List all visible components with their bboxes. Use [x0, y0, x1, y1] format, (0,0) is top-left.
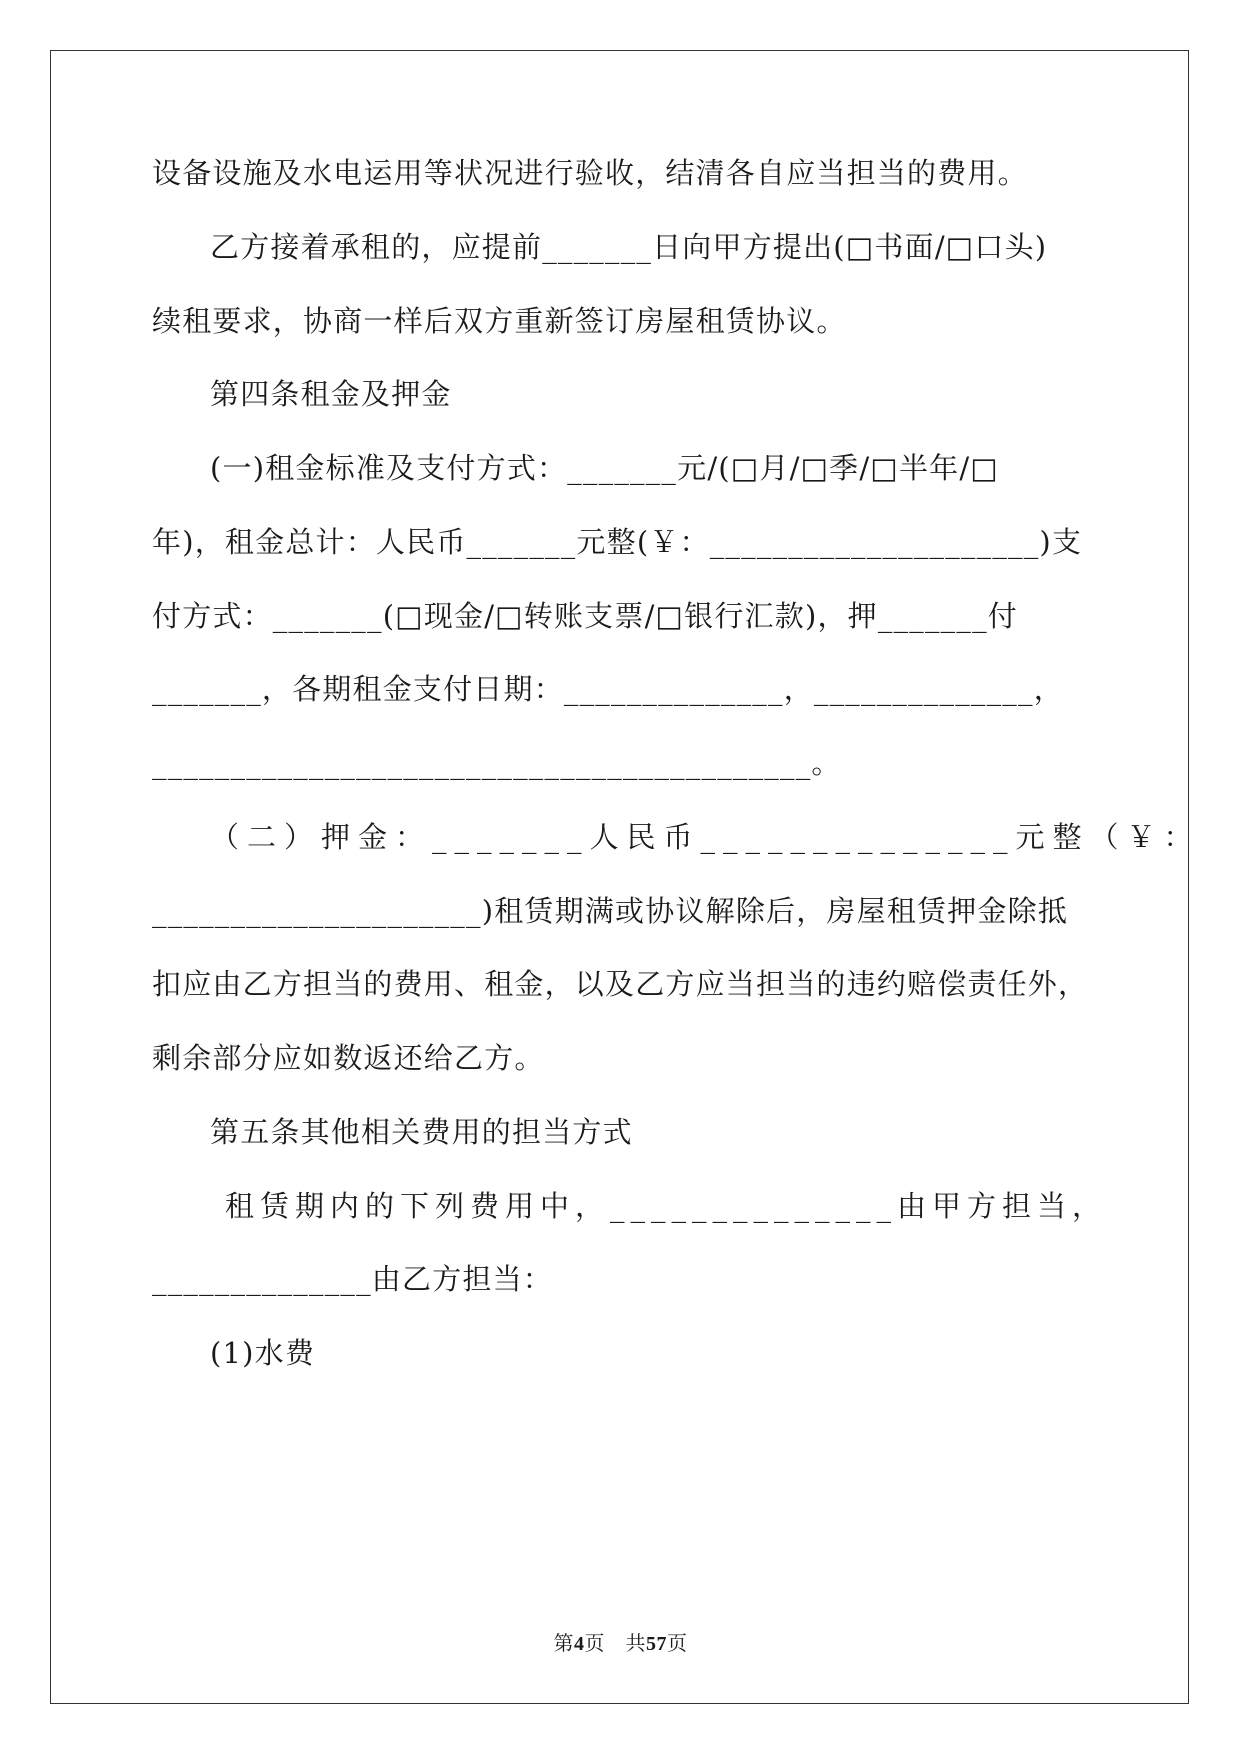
- section-heading-4: 第四条租金及押金: [210, 377, 452, 411]
- body-line-5: (一)租金标准及支付方式：_______元/(□月/□季/□半年/□: [210, 451, 999, 485]
- body-line-10: （二）押金：_______人民币______________元整（￥：: [210, 820, 1201, 854]
- body-line-9: __________________________________________。: [152, 746, 842, 780]
- footer-total-pages: 57: [646, 1633, 667, 1655]
- body-line-3: 续租要求，协商一样后双方重新签订房屋租赁协议。: [152, 304, 847, 338]
- body-line-11: _____________________)租赁期满或协议解除后，房屋租赁押金除抵: [152, 894, 1069, 928]
- section-heading-5: 第五条其他相关费用的担当方式: [210, 1115, 633, 1149]
- body-line-13: 剩余部分应如数返还给乙方。: [152, 1041, 545, 1075]
- body-line-12: 扣应由乙方担当的费用、租金，以及乙方应当担当的违约赔偿责任外，: [152, 967, 1089, 1001]
- body-line-1: 设备设施及水电运用等状况进行验收，结清各自应当担当的费用。: [152, 156, 1028, 190]
- footer-middle: 页 共: [584, 1631, 646, 1655]
- body-line-6: 年)，租金总计：人民币_______元整(￥：_____________________)支: [152, 525, 1083, 559]
- body-line-2: 乙方接着承租的，应提前_______日向甲方提出(□书面/□口头): [210, 230, 1048, 264]
- body-line-15: 租赁期内的下列费用中，______________由甲方担当，: [225, 1189, 1108, 1223]
- body-line-16: ______________由乙方担当：: [152, 1262, 554, 1296]
- body-line-7: 付方式：_______(□现金/□转账支票/□银行汇款)，押_______付: [152, 599, 1018, 633]
- footer-prefix: 第: [553, 1631, 574, 1655]
- footer-page-number: 4: [574, 1633, 585, 1655]
- page-border: [50, 50, 1201, 1704]
- page-footer: [0, 1627, 1241, 1656]
- footer-suffix: 页: [667, 1631, 688, 1655]
- body-line-8: _______，各期租金支付日期：______________，______________，: [152, 672, 1064, 706]
- body-line-17: (1)水费: [210, 1336, 316, 1370]
